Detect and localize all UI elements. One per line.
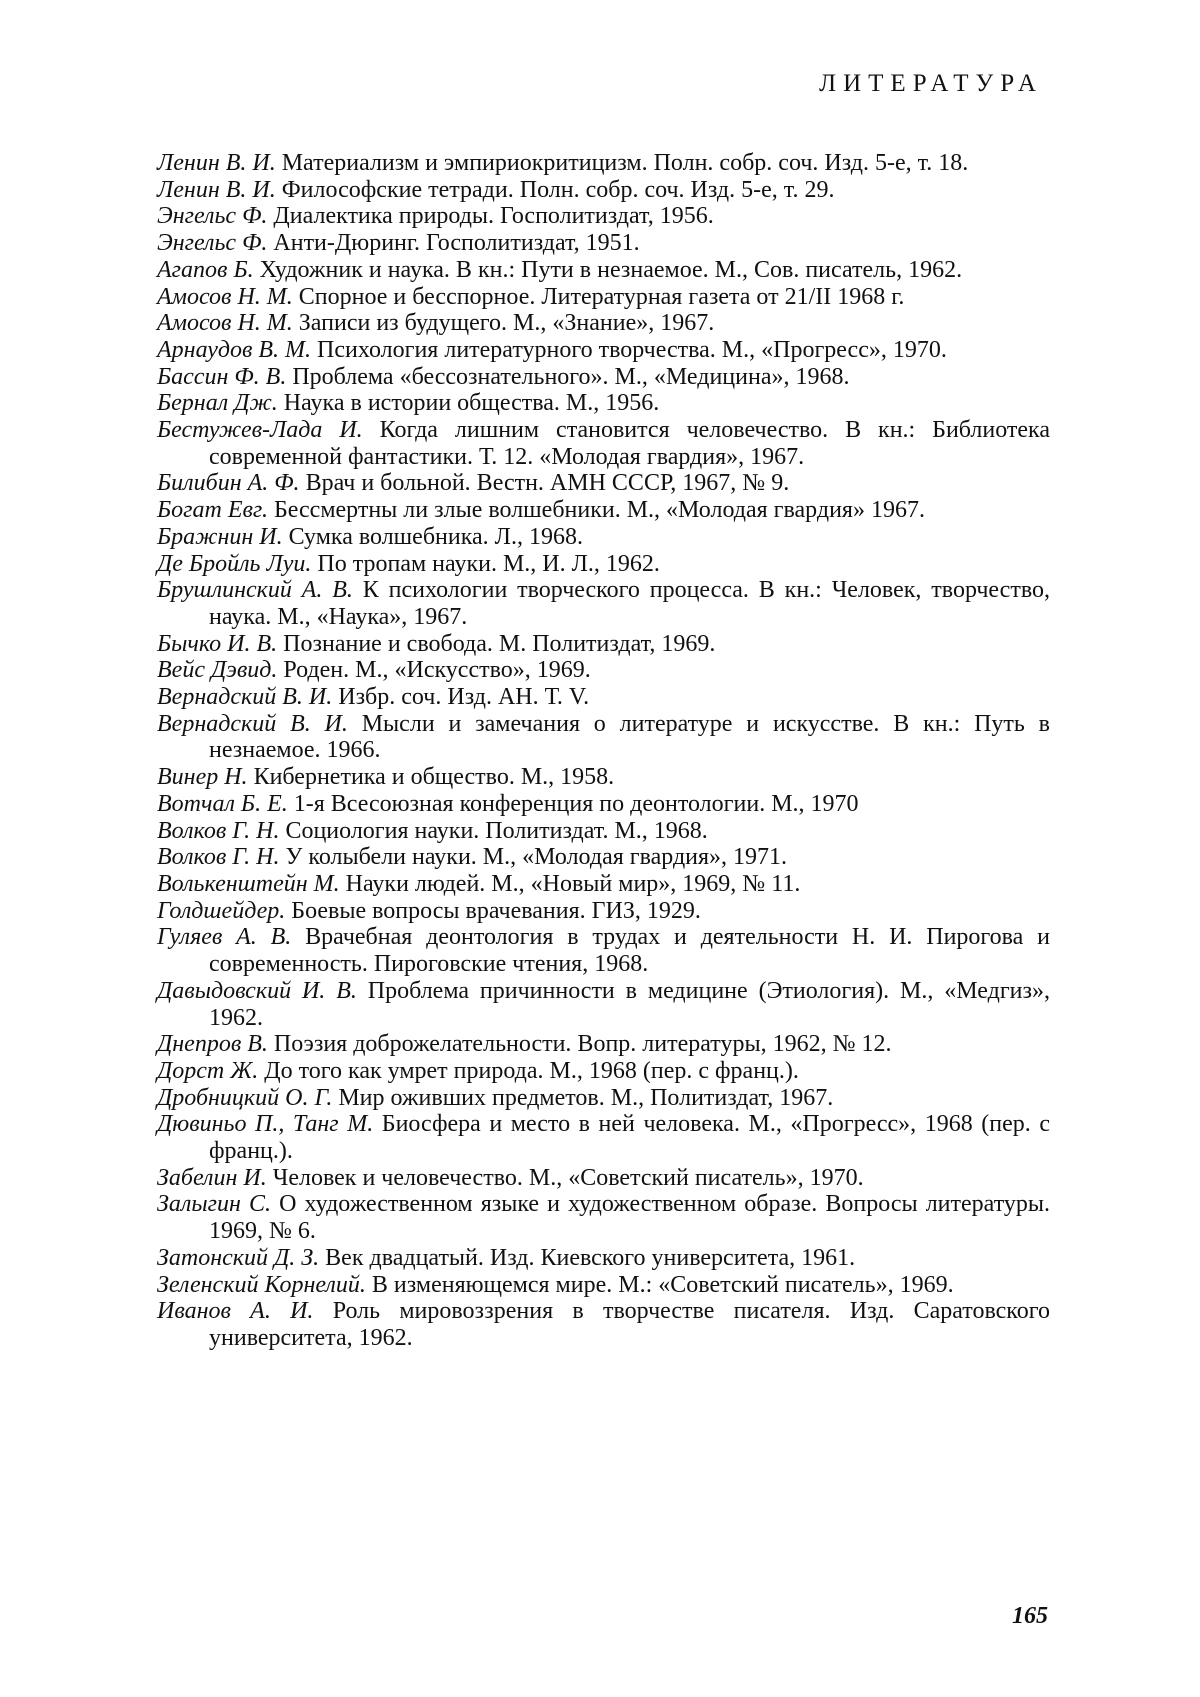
reference-entry — [157, 310, 1050, 337]
reference-text: Век двадцатый. Изд. Киевского университета, 1961. — [319, 1244, 856, 1271]
reference-text: Роден. М., «Искусство», 1969. — [277, 657, 591, 684]
reference-entry — [157, 1191, 1050, 1244]
reference-text: Мир оживших предметов. М., Политиздат, 1967. — [332, 1084, 834, 1111]
reference-author: Вернадский В. И. — [157, 684, 333, 711]
reference-text: Человек и человечество. М., «Советский писатель», 1970. — [266, 1164, 864, 1191]
reference-text: Кибернетика и общество. М., 1958. — [247, 764, 615, 791]
reference-text: В изменяющемся мире. М.: «Советский писатель», 1969. — [365, 1271, 954, 1298]
reference-entry — [157, 978, 1050, 1031]
reference-text: 1-я Всесоюзная конференция по деонтологии. М., 1970 — [287, 790, 859, 817]
reference-author: Волков Г. Н. — [157, 817, 280, 844]
reference-entry — [157, 1085, 1050, 1112]
reference-author: Винер Н. — [157, 764, 248, 791]
reference-entry — [157, 871, 1050, 898]
reference-entry — [157, 764, 1050, 791]
reference-text: Избр. соч. Изд. АН. Т. V. — [332, 684, 590, 711]
reference-entry — [157, 577, 1050, 630]
reference-author: Залыгин С. — [157, 1191, 271, 1218]
reference-text: Поэзия доброжелательности. Вопр. литературы, 1962, № 12. — [267, 1031, 892, 1058]
reference-author: Богат Евг. — [157, 497, 268, 524]
reference-author: Энгельс Ф. — [157, 203, 268, 230]
reference-entry — [157, 203, 1050, 230]
section-title: ЛИТЕРАТУРА — [819, 70, 1043, 97]
reference-author: Бассин Ф. В. — [157, 363, 287, 390]
reference-author: Бестужев-Лада И. — [157, 417, 363, 444]
reference-author: Бернал Дж. — [157, 390, 278, 417]
reference-text: До того как умрет природа. М., 1968 (пер. с франц.). — [258, 1057, 799, 1084]
reference-author: Зеленский Корнелий. — [157, 1271, 366, 1298]
reference-author: Амосов Н. М. — [157, 283, 293, 310]
reference-entry — [157, 337, 1050, 364]
reference-text: Проблема «бессознательного». М., «Медицина», 1968. — [286, 363, 850, 390]
reference-entry — [157, 1245, 1050, 1272]
reference-author: Де Бройль Луи. — [157, 550, 312, 577]
reference-entry — [157, 417, 1050, 470]
reference-text: Психология литературного творчества. М., «Прогресс», 1970. — [311, 336, 947, 363]
reference-entry — [157, 1031, 1050, 1058]
reference-entry — [157, 150, 1050, 177]
reference-text: Сумка волшебника. Л., 1968. — [282, 523, 583, 550]
reference-entry — [157, 711, 1050, 764]
reference-author: Дорст Ж. — [157, 1057, 259, 1084]
reference-entry — [157, 791, 1050, 818]
reference-entry — [157, 684, 1050, 711]
reference-entry — [157, 524, 1050, 551]
reference-text: К психологии творческого процесса. В кн.: Человек, творчество, наука. М., «Наука», 1967. — [209, 577, 1050, 630]
reference-entry — [157, 177, 1050, 204]
reference-text: Философские тетради. Полн. собр. соч. Изд. 5-е, т. 29. — [275, 176, 835, 203]
reference-entry — [157, 470, 1050, 497]
reference-entry — [157, 257, 1050, 284]
reference-text: Науки людей. М., «Новый мир», 1969, № 11. — [339, 870, 801, 897]
reference-entry — [157, 657, 1050, 684]
reference-text: Боевые вопросы врачевания. ГИЗ, 1929. — [285, 897, 701, 924]
reference-author: Дробницкий О. Г. — [157, 1084, 333, 1111]
reference-author: Ленин В. И. — [157, 150, 276, 176]
reference-entry — [157, 230, 1050, 257]
reference-author: Вернадский В. И. — [157, 710, 348, 737]
reference-text: Записи из будущего. М., «Знание», 1967. — [292, 310, 715, 337]
reference-text: Спорное и бесспорное. Литературная газета от 21/II 1968 г. — [292, 283, 905, 310]
reference-text: Когда лишним становится человечество. В кн.: Библиотека современной фантастики. Т. 12. «Молодая гвардия», 1967. — [209, 417, 1050, 470]
reference-entry — [157, 1165, 1050, 1192]
reference-author: Бражнин И. — [157, 523, 283, 550]
reference-author: Днепров В. — [157, 1031, 268, 1058]
reference-entry — [157, 284, 1050, 311]
reference-text: Анти-Дюринг. Госполитиздат, 1951. — [267, 230, 640, 257]
reference-author: Волков Г. Н. — [157, 844, 280, 871]
reference-text: Биосфера и место в ней человека. М., «Прогресс», 1968 (пер. с франц.). — [209, 1111, 1050, 1165]
reference-text: Врачебная деонтология в трудах и деятельности Н. И. Пирогова и современность. Пироговские чтения, 1968. — [209, 924, 1050, 978]
reference-author: Забелин И. — [157, 1164, 267, 1191]
reference-entry — [157, 497, 1050, 524]
reference-text: Художник и наука. В кн.: Пути в незнаемое. М., Сов. писатель, 1962. — [253, 256, 963, 283]
reference-author: Давыдовский И. В. — [157, 977, 357, 1004]
reference-text: По тропам науки. М., И. Л., 1962. — [311, 550, 660, 577]
reference-author: Билибин А. Ф. — [157, 470, 300, 497]
reference-author: Ленин В. И. — [157, 176, 276, 203]
reference-author: Волькенштейн М. — [157, 870, 340, 897]
reference-author: Дювиньо П., Танг М. — [157, 1111, 374, 1138]
reference-list — [157, 150, 1050, 1352]
reference-author: Энгельс Ф. — [157, 230, 268, 257]
reference-author: Вейс Дэвид. — [157, 657, 278, 684]
reference-entry — [157, 844, 1050, 871]
reference-entry — [157, 1058, 1050, 1085]
reference-entry — [157, 1272, 1050, 1299]
reference-entry — [157, 1111, 1050, 1164]
reference-entry — [157, 924, 1050, 977]
reference-text: Врач и больной. Вестн. АМН СССР, 1967, № 9. — [299, 470, 790, 497]
reference-text: Социология науки. Политиздат. М., 1968. — [279, 817, 708, 844]
reference-author: Арнаудов В. М. — [157, 336, 312, 363]
reference-entry — [157, 818, 1050, 845]
reference-author: Иванов А. И. — [157, 1298, 314, 1325]
reference-text: Проблема причинности в медицине (Этиология). М., «Медгиз», 1962. — [209, 977, 1050, 1031]
reference-author: Вотчал Б. Е. — [157, 790, 288, 817]
reference-author: Голдшейдер. — [157, 897, 286, 924]
reference-entry — [157, 631, 1050, 658]
page-number: 165 — [1012, 1603, 1048, 1629]
reference-text: Познание и свобода. М. Политиздат, 1969. — [277, 630, 716, 657]
reference-entry — [157, 1298, 1050, 1351]
reference-author: Агапов Б. — [157, 256, 254, 283]
reference-text: Мысли и замечания о литературе и искусстве. В кн.: Путь в незнаемое. 1966. — [209, 710, 1050, 764]
reference-text: Диалектика природы. Госполитиздат, 1956. — [267, 203, 714, 230]
reference-author: Гуляев А. В. — [157, 924, 292, 951]
reference-entry — [157, 364, 1050, 391]
reference-text: У колыбели науки. М., «Молодая гвардия», 1971. — [279, 844, 788, 871]
reference-text: Материализм и эмпириокритицизм. Полн. собр. соч. Изд. 5-е, т. 18. — [275, 150, 969, 176]
reference-author: Амосов Н. М. — [157, 310, 293, 337]
reference-text: Роль мировоззрения в творчестве писателя. Изд. Саратовского университета, 1962. — [209, 1298, 1050, 1351]
reference-text: О художественном языке и художественном образе. Вопросы литературы. 1969, № 6. — [209, 1191, 1050, 1245]
reference-text: Бессмертны ли злые волшебники. М., «Молодая гвардия» 1967. — [267, 497, 925, 524]
reference-author: Брушлинский А. В. — [157, 577, 353, 604]
reference-entry — [157, 898, 1050, 925]
reference-entry — [157, 551, 1050, 578]
reference-author: Бычко И. В. — [157, 630, 278, 657]
reference-author: Затонский Д. З. — [157, 1244, 320, 1271]
reference-text: Наука в истории общества. М., 1956. — [277, 390, 660, 417]
reference-entry — [157, 390, 1050, 417]
